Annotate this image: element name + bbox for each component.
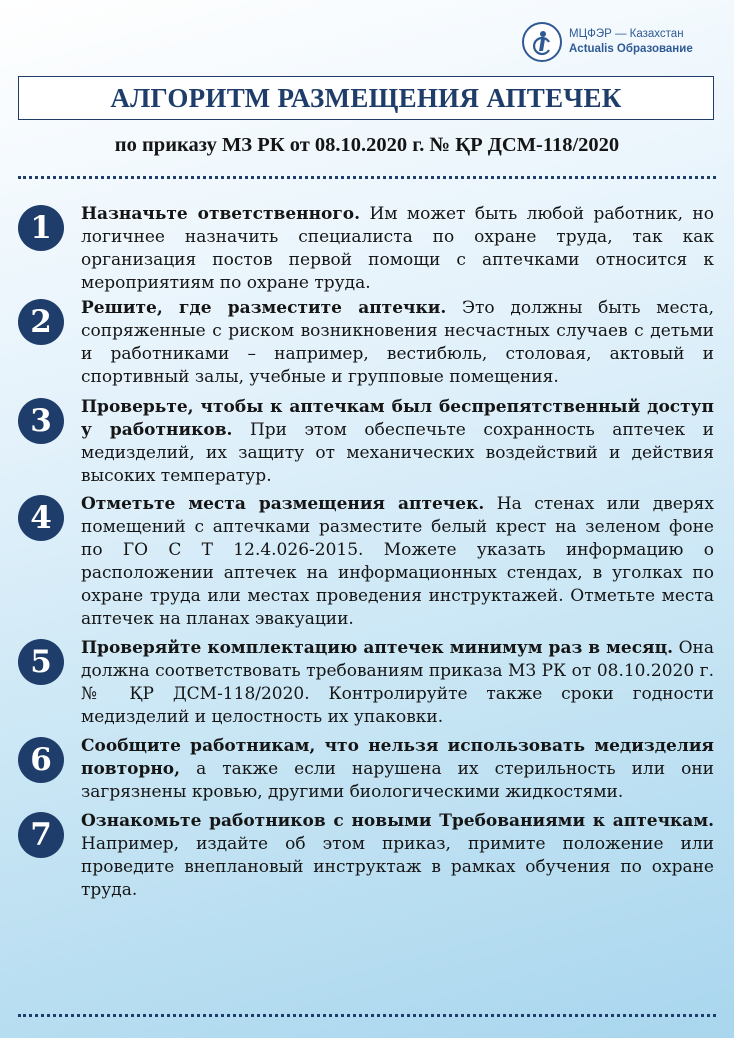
step-text xyxy=(81,735,714,804)
step-body: Например, издайте об этом приказ, примите положение или проведите внеплановый инструктаж в рамках обучения по охране труда. xyxy=(81,834,714,900)
step-text xyxy=(81,297,714,389)
step-2 xyxy=(18,297,716,389)
step-1 xyxy=(18,203,716,295)
step-body: а также если нарушена их стерильность или они загрязнены кровью, другими биологическими жидкостями. xyxy=(81,759,714,802)
step-number-badge: 6 xyxy=(18,737,64,783)
step-number-badge: 3 xyxy=(18,398,64,444)
step-text xyxy=(81,203,714,295)
logo-line-1: МЦФЭР — Казахстан xyxy=(569,28,684,40)
step-number-badge: 5 xyxy=(18,639,64,685)
step-body: Им может быть любой работник, но логичнее назначить специалиста по охране труда, так как организация постов первой помощи с аптечками относится к мероприятиям по охране труда. xyxy=(81,204,714,293)
step-number-badge: 1 xyxy=(18,205,64,251)
step-text xyxy=(81,493,714,631)
page-title: АЛГОРИТМ РАЗМЕЩЕНИЯ АПТЕЧЕК xyxy=(110,82,622,113)
logo-text xyxy=(569,27,693,57)
logo-line-2: Actualis Образование xyxy=(569,43,693,55)
step-3 xyxy=(18,396,716,488)
step-text xyxy=(81,810,714,902)
step-7 xyxy=(18,810,716,902)
step-body: Это должны быть места, сопряженные с риском возникновения несчастных случаев с детьми и работниками – например, вестибюль, столовая, актовый и спортивный залы, учебные и групповые помещения. xyxy=(81,298,714,387)
page-subtitle: по приказу МЗ РК от 08.10.2020 г. № ҚР ДСМ-118/2020 xyxy=(114,134,620,156)
step-heading: Сообщите работникам, что нельзя использовать медизделия повторно, xyxy=(81,736,714,779)
bottom-divider xyxy=(18,1014,716,1017)
step-5 xyxy=(18,637,716,729)
step-body: При этом обеспечьте сохранность аптечек и медизделий, их защиту от механических воздействий и действия высоких температур. xyxy=(81,420,715,486)
step-4 xyxy=(18,493,716,631)
step-heading: Решите, где разместите аптечки. xyxy=(81,298,447,318)
step-heading: Проверьте, чтобы к аптечкам был беспрепятственный доступ у работников. xyxy=(81,397,714,440)
step-text xyxy=(81,396,714,488)
brand-logo xyxy=(522,22,693,62)
title-box xyxy=(18,76,714,120)
step-text xyxy=(81,637,714,729)
step-heading: Проверяйте комплектацию аптечек минимум раз в месяц. xyxy=(81,638,674,658)
step-6 xyxy=(18,735,716,804)
step-number-badge: 4 xyxy=(18,495,64,541)
step-heading: Назначьте ответственного. xyxy=(81,204,361,224)
step-number-badge: 7 xyxy=(18,812,64,858)
step-number-badge: 2 xyxy=(18,299,64,345)
step-body: Она должна соответствовать требованиям приказа МЗ РК от 08.10.2020 г. № ҚР ДСМ-118/2020. Контролируйте также сроки годности медизделий и целостность их упаковки. xyxy=(81,638,714,727)
step-body: На стенах или дверях помещений с аптечками разместите белый крест на зеленом фоне по ГО С Т 12.4.026-2015. Можете указать информацию о расположении аптечек на информационных стендах, в уголках по охране труда или местах проведения инструктажей. Отметьте места аптечек на планах эвакуации. xyxy=(81,494,714,629)
step-heading: Отметьте места размещения аптечек. xyxy=(81,494,485,514)
actualis-logo-icon xyxy=(522,22,562,62)
top-divider xyxy=(18,176,716,179)
step-heading: Ознакомьте работников с новыми Требованиями к аптечкам. xyxy=(81,811,714,831)
